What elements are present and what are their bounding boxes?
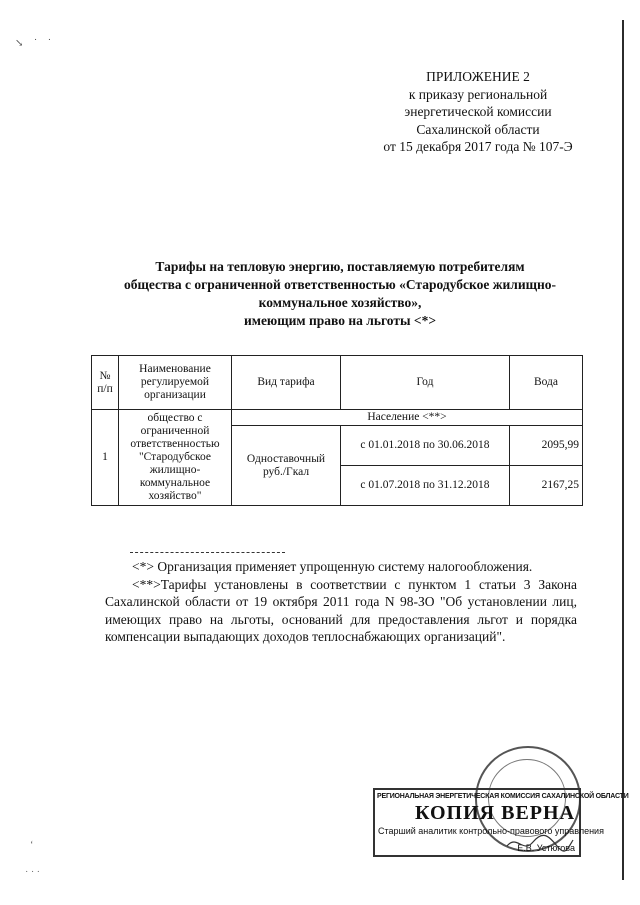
- tariff-type-cell: Одноставочный руб./Гкал: [232, 426, 341, 506]
- consumer-group-cell: Население <**>: [232, 410, 583, 426]
- scan-specks: ʻ: [30, 840, 34, 851]
- table-header-row: [92, 356, 583, 410]
- signature-mark: [505, 832, 575, 854]
- appendix-ref-line: к приказу региональной: [408, 86, 548, 102]
- appendix-number: ПРИЛОЖЕНИЕ 2: [426, 69, 530, 84]
- tariff-table: [91, 355, 583, 506]
- scan-specks: ˙ ˙ ˙: [25, 870, 40, 881]
- footnotes: [105, 558, 577, 646]
- value-cell: 2167,25: [510, 466, 583, 506]
- header-water: Вода: [510, 356, 583, 410]
- appendix-ref-line: Сахалинской области: [416, 121, 540, 137]
- title-line: Тарифы на тепловую энергию, поставляемую потребителям: [155, 259, 525, 274]
- header-org: Наименование регулируемой организации: [119, 356, 232, 410]
- header-tariff-type: Вид тарифа: [232, 356, 341, 410]
- scan-specks: ↘ ˙ ˙: [15, 38, 56, 49]
- stamp-name: Е.В. Устюгова: [517, 843, 575, 853]
- appendix-header: [360, 68, 596, 156]
- value-cell: 2095,99: [510, 426, 583, 466]
- title-line: коммунальное хозяйство»,: [258, 295, 422, 310]
- scan-edge-line: [622, 20, 624, 880]
- appendix-order-date: от 15 декабря 2017 года № 107-Э: [383, 139, 573, 154]
- title-line: имеющим право на льготы <*>: [243, 313, 437, 328]
- appendix-ref-line: энергетической комиссии: [404, 104, 552, 119]
- footnote-1: <*> Организация применяет упрощенную систему налогообложения.: [132, 559, 533, 574]
- stamp-position: Старший аналитик контрольно-правового управления: [378, 826, 604, 836]
- org-name-cell: общество с ограниченной ответственностью "Стародубское жилищно-коммунальное хозяйство": [119, 410, 232, 506]
- period-cell: с 01.07.2018 по 31.12.2018: [341, 466, 510, 506]
- footnote-2: <**>Тарифы установлены в соответствии с пунктом 1 статьи 3 Закона Сахалинской области от 19 октября 2011 года N 98-ЗО "Об установлении лиц, имеющих право на льготы, оснований для предоставления льгот и порядка компенсации выпадающих доходов теплоснабжающих организаций".: [105, 576, 577, 644]
- stamp-org: РЕГИОНАЛЬНАЯ ЭНЕРГЕТИЧЕСКАЯ КОМИССИЯ САХАЛИНСКОЙ ОБЛАСТИ: [377, 793, 629, 800]
- header-num: № п/п: [92, 356, 119, 410]
- table-row: [92, 410, 583, 426]
- header-year: Год: [341, 356, 510, 410]
- footnote-divider: [130, 552, 285, 553]
- stamp-copy-label: КОПИЯ ВЕРНА: [415, 802, 576, 824]
- row-number: 1: [92, 410, 119, 506]
- period-cell: с 01.01.2018 по 30.06.2018: [341, 426, 510, 466]
- document-title: [80, 258, 600, 330]
- title-line: общества с ограниченной ответственностью «Стародубское жилищно-: [123, 277, 557, 292]
